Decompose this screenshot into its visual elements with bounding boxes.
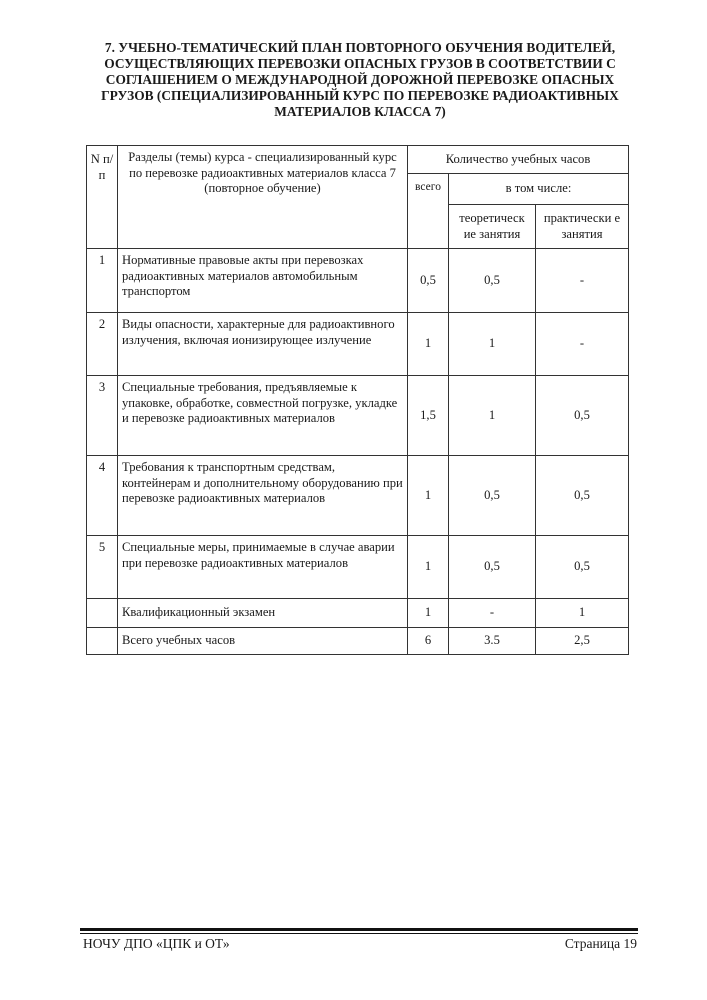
header-section-name: Разделы (темы) курса - специализированный курс по перевозке радиоактивных материалов класса 7 (повторное обучение) [118, 146, 408, 249]
title-line: ОСУЩЕСТВЛЯЮЩИХ ПЕРЕВОЗКИ ОПАСНЫХ ГРУЗОВ В СООТВЕТСТВИИ С [104, 56, 616, 71]
row-name: Требования к транспортным средствам, контейнерам и дополнительному оборудованию при перевозке радиоактивных материалов [118, 456, 408, 536]
footer-organization: НОЧУ ДПО «ЦПК и ОТ» [83, 936, 230, 951]
table-row [87, 249, 629, 313]
exam-row [87, 599, 629, 628]
document-title [70, 40, 650, 120]
header-num: N п/п [87, 146, 118, 249]
row-theory: 0,5 [449, 536, 536, 599]
row-total: 1 [408, 456, 449, 536]
row-practice: 0,5 [536, 376, 629, 456]
exam-practice: 1 [536, 599, 629, 628]
summary-row [87, 628, 629, 655]
row-theory: 1 [449, 313, 536, 376]
row-num: 2 [87, 313, 118, 376]
footer-rule-thick [80, 928, 638, 931]
summary-practice: 2,5 [536, 628, 629, 655]
table-row [87, 456, 629, 536]
summary-num-cell [87, 628, 118, 655]
row-name: Специальные меры, принимаемые в случае аварии при перевозке радиоактивных материалов [118, 536, 408, 599]
header-practice: практически е занятия [536, 205, 629, 249]
row-practice: - [536, 249, 629, 313]
exam-num-cell [87, 599, 118, 628]
header-including: в том числе: [449, 174, 629, 205]
row-num: 4 [87, 456, 118, 536]
row-practice: 0,5 [536, 536, 629, 599]
row-practice: - [536, 313, 629, 376]
title-line: ГРУЗОВ (СПЕЦИАЛИЗИРОВАННЫЙ КУРС ПО ПЕРЕВОЗКЕ РАДИОАКТИВНЫХ [101, 88, 619, 103]
header-theory: теоретическ ие занятия [449, 205, 536, 249]
exam-theory: - [449, 599, 536, 628]
row-name: Нормативные правовые акты при перевозках радиоактивных материалов автомобильным транспортом [118, 249, 408, 313]
exam-total: 1 [408, 599, 449, 628]
row-total: 1 [408, 313, 449, 376]
summary-theory: 3.5 [449, 628, 536, 655]
row-total: 1,5 [408, 376, 449, 456]
title-line: МАТЕРИАЛОВ КЛАССА 7) [274, 104, 446, 119]
title-line: СОГЛАШЕНИЕМ О МЕЖДУНАРОДНОЙ ДОРОЖНОЙ ПЕРЕВОЗКЕ ОПАСНЫХ [105, 72, 615, 87]
row-name: Специальные требования, предъявляемые к упаковке, обработке, совместной погрузке, укладке и перевозке радиоактивных материалов [118, 376, 408, 456]
table-row [87, 313, 629, 376]
summary-total: 6 [408, 628, 449, 655]
header-total: всего [408, 174, 449, 249]
row-theory: 1 [449, 376, 536, 456]
table-row [87, 376, 629, 456]
row-practice: 0,5 [536, 456, 629, 536]
row-theory: 0,5 [449, 249, 536, 313]
row-num: 3 [87, 376, 118, 456]
table-row [87, 536, 629, 599]
title-line: 7. УЧЕБНО-ТЕМАТИЧЕСКИЙ ПЛАН ПОВТОРНОГО ОБУЧЕНИЯ ВОДИТЕЛЕЙ, [104, 40, 616, 55]
header-hours: Количество учебных часов [408, 146, 629, 174]
table-header-row [87, 146, 629, 174]
footer-page-number: Страница 19 [564, 936, 637, 951]
row-theory: 0,5 [449, 456, 536, 536]
curriculum-table [86, 145, 629, 655]
exam-name: Квалификационный экзамен [118, 599, 408, 628]
row-num: 1 [87, 249, 118, 313]
row-num: 5 [87, 536, 118, 599]
row-name: Виды опасности, характерные для радиоактивного излучения, включая ионизирующее излучение [118, 313, 408, 376]
row-total: 1 [408, 536, 449, 599]
summary-name: Всего учебных часов [118, 628, 408, 655]
footer-rule-thin [80, 933, 638, 934]
row-total: 0,5 [408, 249, 449, 313]
